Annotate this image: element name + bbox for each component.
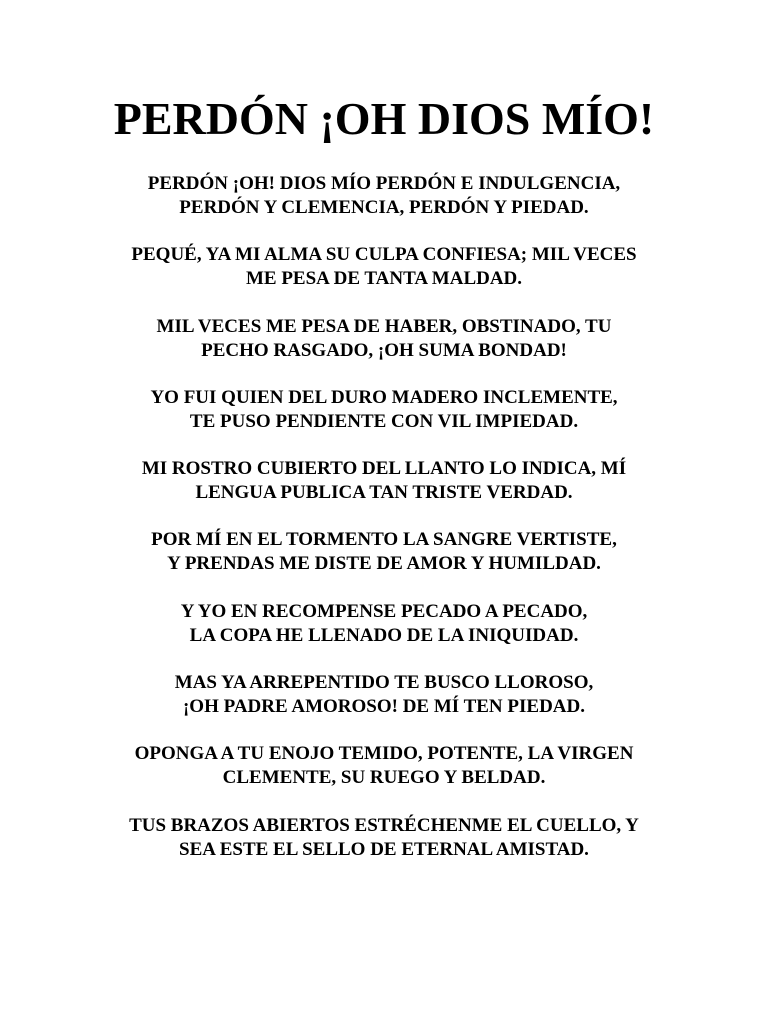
stanza-line: POR MÍ EN EL TORMENTO LA SANGRE VERTISTE, (151, 529, 617, 551)
stanza-line: Y PRENDAS ME DISTE DE AMOR Y HUMILDAD. (167, 553, 601, 575)
stanza-line: ¡OH PADRE AMOROSO! DE MÍ TEN PIEDAD. (182, 696, 585, 718)
stanza-line: PEQUÉ, YA MI ALMA SU CULPA CONFIESA; MIL VECES (131, 244, 637, 266)
stanza-line: Y YO EN RECOMPENSE PECADO A PECADO, (180, 600, 588, 622)
stanza-line: SEA ESTE EL SELLO DE ETERNAL AMISTAD. (179, 838, 589, 860)
stanza-line: PECHO RASGADO, ¡OH SUMA BONDAD! (201, 339, 567, 361)
stanza-6 (84, 528, 684, 576)
stanza-7 (84, 600, 684, 648)
stanza-4 (84, 386, 684, 434)
stanza-line: TE PUSO PENDIENTE CON VIL IMPIEDAD. (189, 410, 579, 432)
stanza-line: MAS YA ARREPENTIDO TE BUSCO LLOROSO, (174, 672, 594, 694)
stanza-10 (84, 814, 684, 862)
stanza-list (84, 172, 684, 885)
stanza-line: TUS BRAZOS ABIERTOS ESTRÉCHENME EL CUELLO, Y (129, 814, 639, 836)
stanza-line: MI ROSTRO CUBIERTO DEL LLANTO LO INDICA, MÍ (141, 458, 627, 480)
stanza-line: CLEMENTE, SU RUEGO Y BELDAD. (222, 767, 546, 789)
stanza-line: PERDÓN Y CLEMENCIA, PERDÓN Y PIEDAD. (179, 197, 589, 218)
stanza-line: OPONGA A TU ENOJO TEMIDO, POTENTE, LA VIRGEN (134, 743, 634, 765)
stanza-line: PERDÓN ¡OH! DIOS MÍO PERDÓN E INDULGENCIA, (147, 173, 621, 194)
stanza-8 (84, 671, 684, 719)
stanza-line: YO FUI QUIEN DEL DURO MADERO INCLEMENTE, (150, 386, 618, 408)
stanza-1 (84, 172, 684, 220)
stanza-3 (84, 315, 684, 363)
stanza-line: LA COPA HE LLENADO DE LA INIQUIDAD. (189, 624, 579, 646)
stanza-9 (84, 742, 684, 790)
document-title: PERDÓN ¡OH DIOS MÍO! (113, 93, 655, 144)
stanza-line: MIL VECES ME PESA DE HABER, OBSTINADO, TU (156, 315, 612, 337)
stanza-5 (84, 457, 684, 505)
stanza-2 (84, 243, 684, 291)
stanza-line: LENGUA PUBLICA TAN TRISTE VERDAD. (195, 482, 573, 504)
stanza-line: ME PESA DE TANTA MALDAD. (245, 268, 523, 290)
